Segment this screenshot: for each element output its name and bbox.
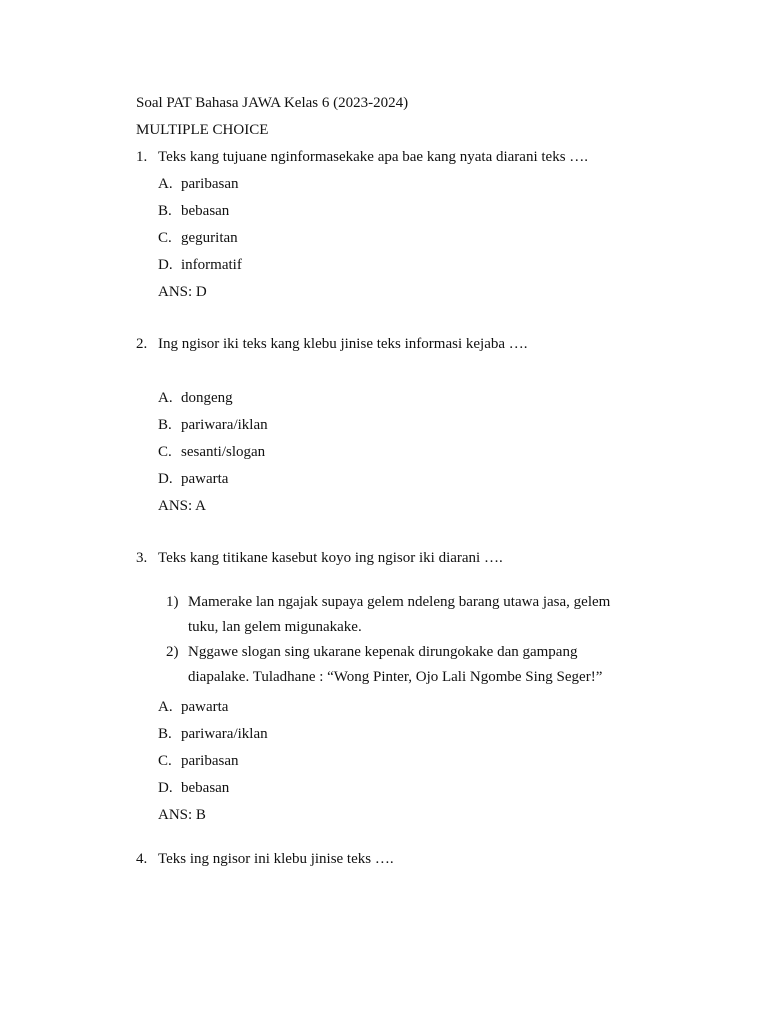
option-letter: D. [158, 257, 173, 273]
question-number: 1. [136, 149, 148, 165]
option-letter: A. [158, 390, 173, 406]
option-letter: D. [158, 471, 173, 487]
sub-item-text: tuku, lan gelem migunakake. [188, 619, 362, 635]
sub-item-number: 2) [166, 644, 179, 660]
option-letter: C. [158, 230, 172, 246]
section-heading: MULTIPLE CHOICE [136, 122, 269, 138]
option-text: sesanti/slogan [181, 444, 266, 460]
question-number: 2. [136, 336, 148, 352]
option-letter: B. [158, 203, 172, 219]
option-letter: A. [158, 699, 173, 715]
answer-key: ANS: D [158, 284, 207, 300]
sub-item-text: Mamerake lan ngajak supaya gelem ndeleng barang utawa jasa, gelem [188, 594, 611, 610]
sub-item-text: Nggawe slogan sing ukarane kepenak dirungokake dan gampang [188, 644, 578, 660]
question-text: Ing ngisor iki teks kang klebu jinise teks informasi kejaba …. [158, 336, 528, 352]
option-letter: D. [158, 780, 173, 796]
option-text: informatif [181, 257, 242, 273]
question-text: Teks ing ngisor ini klebu jinise teks …. [158, 851, 394, 867]
option-text: geguritan [181, 230, 238, 246]
option-letter: C. [158, 753, 172, 769]
option-text: pariwara/iklan [181, 417, 268, 433]
option-text: pariwara/iklan [181, 726, 268, 742]
option-letter: B. [158, 726, 172, 742]
option-letter: A. [158, 176, 173, 192]
question-text: Teks kang titikane kasebut koyo ing ngisor iki diarani …. [158, 550, 503, 566]
option-text: dongeng [181, 390, 233, 406]
question-number: 3. [136, 550, 148, 566]
sub-item-text: diapalake. Tuladhane : “Wong Pinter, Ojo Lali Ngombe Sing Seger!” [188, 669, 603, 685]
question-text: Teks kang tujuane nginformasekake apa bae kang nyata diarani teks …. [158, 149, 589, 165]
question-number: 4. [136, 851, 148, 867]
answer-key: ANS: B [158, 807, 206, 823]
sub-item-number: 1) [166, 594, 179, 610]
option-letter: C. [158, 444, 172, 460]
option-text: paribasan [181, 176, 239, 192]
answer-key: ANS: A [158, 498, 206, 514]
option-letter: B. [158, 417, 172, 433]
option-text: bebasan [181, 780, 230, 796]
option-text: pawarta [181, 471, 229, 487]
option-text: pawarta [181, 699, 229, 715]
option-text: paribasan [181, 753, 239, 769]
document-title: Soal PAT Bahasa JAWA Kelas 6 (2023-2024) [136, 95, 409, 111]
option-text: bebasan [181, 203, 230, 219]
